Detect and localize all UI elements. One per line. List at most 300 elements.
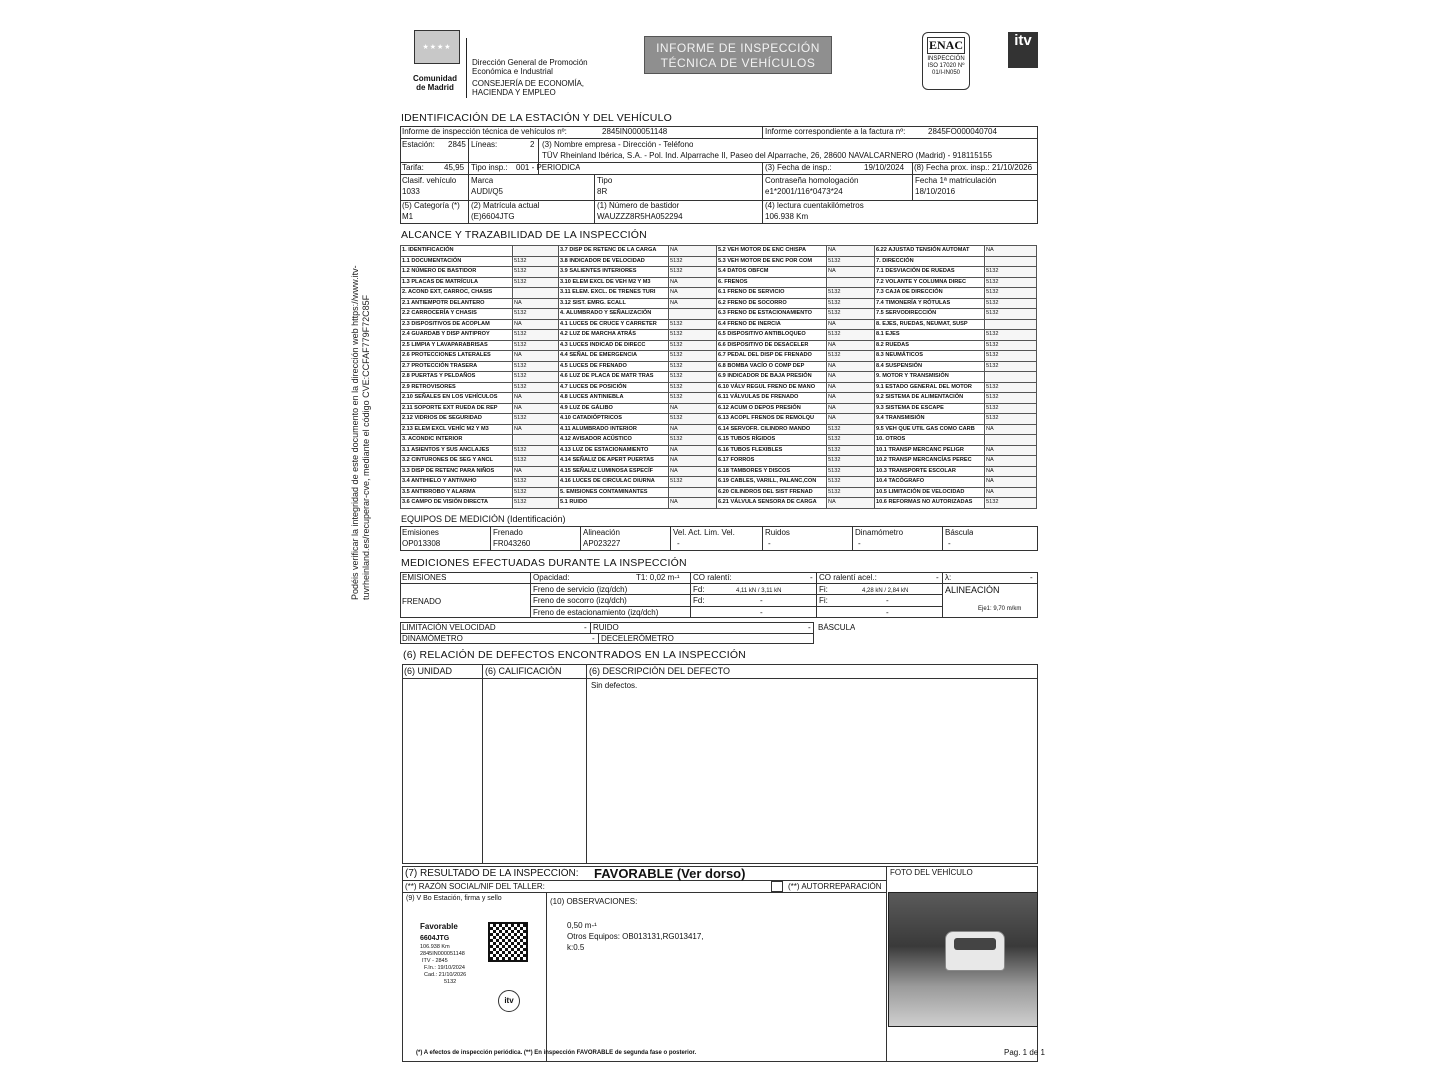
alcance-item: 8.2 RUEDAS xyxy=(875,340,985,351)
alcance-code: 5132 xyxy=(513,414,559,425)
alcance-item: 4.9 LUZ DE GÁLIBO xyxy=(559,403,669,414)
categoria-label: (5) Categoría (*) xyxy=(402,201,460,210)
bastidor-value: WAUZZZ8R5HA052294 xyxy=(597,212,683,221)
observaciones-label: (10) OBSERVACIONES: xyxy=(550,897,638,906)
alcance-row xyxy=(401,372,1037,383)
alcance-code: 5132 xyxy=(669,330,717,341)
alcance-code: 5132 xyxy=(827,256,875,267)
alcance-item: 6.7 PEDAL DEL DISP DE FRENADO xyxy=(717,351,827,362)
alcance-code: NA xyxy=(669,246,717,257)
alcance-code: 5132 xyxy=(513,256,559,267)
ruidos-equipo-label: Ruidos xyxy=(765,528,790,537)
alineacion-med-label: ALINEACIÓN xyxy=(945,585,1000,595)
alcance-item: 6.21 VÁLVULA SENSORA DE CARGA xyxy=(717,498,827,509)
alcance-row xyxy=(401,330,1037,341)
station-stamp: Favorable 6604JTG 106.938 Km 2845IN000051148 ITV - 2845 F.In.: 19/10/2024 Cad.: 21/10/2026 5132 xyxy=(420,922,467,985)
alcance-code: 5132 xyxy=(513,361,559,372)
alcance-item: 6.10 VÁLV REGUL FRENO DE MANO xyxy=(717,382,827,393)
alcance-code: NA xyxy=(513,319,559,330)
empresa-value: TÜV Rheinland Ibérica, S.A. - Pol. Ind. Alparrache II, Paseo del Alparrache, 26, 28600 NAVALCARNERO (Madrid) - 918115155 xyxy=(542,151,993,160)
alcance-row xyxy=(401,267,1037,278)
alcance-code: 5132 xyxy=(513,445,559,456)
alcance-code: 5132 xyxy=(669,372,717,383)
alcance-row xyxy=(401,298,1037,309)
defectos-title: (6) RELACIÓN DE DEFECTOS ENCONTRADOS EN LA INSPECCIÓN xyxy=(403,649,746,661)
alcance-item: 7.1 DESVIACIÓN DE RUEDAS xyxy=(875,267,985,278)
co-ralenti-acel-value: - xyxy=(936,573,939,582)
alcance-row xyxy=(401,351,1037,362)
alineacion-equipo-value: AP023227 xyxy=(583,539,621,548)
frenado-equipo-value: FR043260 xyxy=(493,539,531,548)
alcance-code: 5132 xyxy=(669,361,717,372)
empresa-label: (3) Nombre empresa - Dirección - Teléfono xyxy=(542,140,694,149)
alcance-code: NA xyxy=(827,246,875,257)
qr-code-icon xyxy=(488,922,528,962)
lambda-label: λ: xyxy=(945,573,952,582)
alcance-code: 5132 xyxy=(669,267,717,278)
alcance-item: 6.20 CILINDROS DEL SIST FRENAD xyxy=(717,487,827,498)
ruidos-equipo-value: - xyxy=(768,539,771,548)
dinamometro-equipo-value: - xyxy=(858,539,861,548)
opacidad-value: T1: 0,02 m-¹ xyxy=(636,573,680,582)
alcance-item: 3.12 SIST. EMRG. ECALL xyxy=(559,298,669,309)
fi-value-1: 4,28 kN / 2,84 kN xyxy=(862,588,909,594)
alcance-item: 4. ALUMBRADO Y SEÑALIZACIÓN xyxy=(559,309,669,320)
alcance-code: NA xyxy=(827,414,875,425)
alcance-code: NA xyxy=(513,393,559,404)
bascula-med-label: BÁSCULA xyxy=(818,623,856,632)
alcance-code: 5132 xyxy=(985,298,1037,309)
enac-seal: ENAC INSPECCIÓN ISO 17020 Nº 01/I-IN050 xyxy=(922,32,970,90)
alcance-code: 5132 xyxy=(827,435,875,446)
alcance-item: 6.17 FORROS xyxy=(717,456,827,467)
alcance-code: 5132 xyxy=(513,477,559,488)
razon-social-label: (**) RAZÓN SOCIAL/NIF DEL TALLER: xyxy=(405,882,545,891)
alcance-code: 5132 xyxy=(513,456,559,467)
alcance-code: NA xyxy=(669,277,717,288)
alcance-code: 5132 xyxy=(827,456,875,467)
limitacion-label: LIMITACIÓN VELOCIDAD xyxy=(402,623,496,632)
alcance-code xyxy=(985,372,1037,383)
alcance-code: 5132 xyxy=(985,340,1037,351)
alcance-code: 5132 xyxy=(827,330,875,341)
alcance-code xyxy=(985,435,1037,446)
alcance-code: 5132 xyxy=(513,487,559,498)
observacion-2: Otros Equipos: OB013131,RG013417, xyxy=(567,932,704,941)
bastidor-label: (1) Número de bastidor xyxy=(597,201,680,210)
alcance-item: 10.3 TRANSPORTE ESCOLAR xyxy=(875,466,985,477)
observacion-3: k:0.5 xyxy=(567,943,585,952)
alcance-item: 4.6 LUZ DE PLACA DE MATR TRAS xyxy=(559,372,669,383)
sin-defectos: Sin defectos. xyxy=(591,681,638,690)
alcance-item: 10.2 TRANSP MERCANCÍAS PEREC xyxy=(875,456,985,467)
alcance-item: 3.8 INDICADOR DE VELOCIDAD xyxy=(559,256,669,267)
alcance-item: 3.6 CAMPO DE VISIÓN DIRECTA xyxy=(401,498,513,509)
alcance-code: 5132 xyxy=(985,330,1037,341)
alcance-code: NA xyxy=(827,361,875,372)
alcance-item: 6.12 ACUM O DEPOS PRESIÓN xyxy=(717,403,827,414)
alcance-item: 6.16 TUBOS FLEXIBLES xyxy=(717,445,827,456)
alcance-row xyxy=(401,487,1037,498)
alcance-code xyxy=(513,435,559,446)
alcance-item: 3.5 ANTIRROBO Y ALARMA xyxy=(401,487,513,498)
alcance-item: 6.11 VÁLVULAS DE FRENADO xyxy=(717,393,827,404)
fd-value-3: - xyxy=(760,608,763,617)
alcance-code: NA xyxy=(669,498,717,509)
alcance-item: 10.4 TACÓGRAFO xyxy=(875,477,985,488)
co-ralenti-label: CO ralentí: xyxy=(693,573,732,582)
alcance-code: 5132 xyxy=(669,256,717,267)
alcance-grid xyxy=(400,245,1037,509)
alcance-item: 9.3 SISTEMA DE ESCAPE xyxy=(875,403,985,414)
categoria-value: M1 xyxy=(402,212,414,221)
alcance-item: 10.5 LIMITACIÓN DE VELOCIDAD xyxy=(875,487,985,498)
alcance-item: 7. DIRECCIÓN xyxy=(875,256,985,267)
alcance-code: 5132 xyxy=(827,298,875,309)
lambda-value: - xyxy=(1030,573,1033,582)
alcance-item: 2.7 PROTECCIÓN TRASERA xyxy=(401,361,513,372)
velocidad-equipo-label: Vel. Act. Lim. Vel. xyxy=(673,528,735,537)
clasif-label: Clasif. vehículo xyxy=(402,176,457,185)
alcance-code: NA xyxy=(669,445,717,456)
dinamometro-med-label: DINAMÓMETRO xyxy=(402,634,463,643)
lineas-label: Líneas: xyxy=(471,140,498,149)
itv-logo: itv xyxy=(1008,32,1038,68)
alcance-code: 5132 xyxy=(513,277,559,288)
alcance-code: NA xyxy=(985,487,1037,498)
alcance-item: 8. EJES, RUEDAS, NEUMAT, SUSP xyxy=(875,319,985,330)
alcance-row xyxy=(401,435,1037,446)
alcance-code: 5132 xyxy=(669,393,717,404)
alcance-item: 1.3 PLACAS DE MATRÍCULA xyxy=(401,277,513,288)
alcance-item: 8.4 SUSPENSIÓN xyxy=(875,361,985,372)
alcance-row xyxy=(401,403,1037,414)
marca-value: AUDI/Q5 xyxy=(471,187,504,196)
fi-label-2: Fi: xyxy=(819,596,828,605)
fi-label-1: Fi: xyxy=(819,585,828,594)
alcance-code: 5132 xyxy=(827,487,875,498)
clasif-value: 1033 xyxy=(402,187,420,196)
alcance-code: NA xyxy=(827,372,875,383)
alcance-item: 6.15 TUBOS RÍGIDOS xyxy=(717,435,827,446)
alcance-code: 5132 xyxy=(827,466,875,477)
alcance-item: 6.6 DISPOSITIVO DE DESACELER xyxy=(717,340,827,351)
alcance-item: 4.10 CATADIÓPTRICOS xyxy=(559,414,669,425)
alcance-item: 9.5 VEH QUE UTIL GAS COMO CARB xyxy=(875,424,985,435)
alcance-item: 4.14 SEÑALIZ DE APERT PUERTAS xyxy=(559,456,669,467)
alcance-code: 5132 xyxy=(985,361,1037,372)
alcance-item: 9.4 TRANSMISIÓN xyxy=(875,414,985,425)
alcance-item: 4.4 SEÑAL DE EMERGENCIA xyxy=(559,351,669,362)
informe-label: Informe de inspección técnica de vehículos nº: xyxy=(402,127,567,136)
alcance-code: NA xyxy=(513,403,559,414)
freno-socorro-label: Freno de socorro (izq/dch) xyxy=(533,596,627,605)
alcance-code: NA xyxy=(669,456,717,467)
resultado-value: FAVORABLE (Ver dorso) xyxy=(594,866,746,881)
alcance-item: 7.2 VOLANTE Y COLUMNA DIREC xyxy=(875,277,985,288)
alcance-item: 4.16 LUCES DE CIRCULAC DIURNA xyxy=(559,477,669,488)
alcance-item: 10.1 TRANSP MERCANC PELIGR xyxy=(875,445,985,456)
alcance-code xyxy=(513,246,559,257)
alcance-code: 5132 xyxy=(827,445,875,456)
alcance-item: 5.3 VEH MOTOR DE ENC POR COM xyxy=(717,256,827,267)
alcance-item: 6.4 FRENO DE INERCIA xyxy=(717,319,827,330)
alcance-code: 5132 xyxy=(669,382,717,393)
alcance-code xyxy=(669,309,717,320)
tarifa-label: Tarifa: xyxy=(402,163,424,172)
alcance-row xyxy=(401,382,1037,393)
tipo-label: Tipo xyxy=(597,176,613,185)
alcance-code: 5132 xyxy=(513,330,559,341)
alcance-code: NA xyxy=(513,466,559,477)
alcance-item: 5. EMISIONES CONTAMINANTES xyxy=(559,487,669,498)
alcance-item: 2.3 DISPOSITIVOS DE ACOPLAM xyxy=(401,319,513,330)
alcance-item: 2.1 ANTIEMPOTR DELANTERO xyxy=(401,298,513,309)
alcance-code: NA xyxy=(827,403,875,414)
opacidad-label: Opacidad: xyxy=(533,573,570,582)
alcance-item: 6. FRENOS xyxy=(717,277,827,288)
contrasena-label: Contraseña homologación xyxy=(765,176,859,185)
fecha-prox-value: 21/10/2026 xyxy=(992,163,1033,172)
tipo-insp-value: 001 - PERIODICA xyxy=(516,163,581,172)
tipo-insp-label: Tipo insp.: xyxy=(471,163,508,172)
alcance-code: 5132 xyxy=(985,351,1037,362)
alcance-item: 6.19 CABLES, VARILL, PALANC,CON xyxy=(717,477,827,488)
alcance-item: 6.14 SERVOFR. CILINDRO MANDO xyxy=(717,424,827,435)
equipos-title: EQUIPOS DE MEDICIÓN (Identificación) xyxy=(401,514,566,524)
alcance-item: 6.1 FRENO DE SERVICIO xyxy=(717,288,827,299)
alcance-item: 6.2 FRENO DE SOCORRO xyxy=(717,298,827,309)
footer-note: (*) A efectos de inspección periódica. (**) En inspección FAVORABLE de segunda fase o posterior. xyxy=(416,1050,697,1056)
alcance-code: 5132 xyxy=(669,340,717,351)
alcance-item: 3.7 DISP DE RETENC DE LA CARGA xyxy=(559,246,669,257)
alcance-item: 2.6 PROTECCIONES LATERALES xyxy=(401,351,513,362)
alcance-code: NA xyxy=(827,319,875,330)
alcance-code: 5132 xyxy=(513,267,559,278)
alcance-item: 10. OTROS xyxy=(875,435,985,446)
alcance-code: 5132 xyxy=(985,288,1037,299)
fd-label-1: Fd: xyxy=(693,585,705,594)
autorreparacion-checkbox[interactable] xyxy=(771,881,783,892)
alcance-code: NA xyxy=(669,403,717,414)
alcance-item: 9. MOTOR Y TRANSMISIÓN xyxy=(875,372,985,383)
alcance-item: 6.9 INDICADOR DE BAJA PRESIÓN xyxy=(717,372,827,383)
alcance-code: NA xyxy=(985,246,1037,257)
alcance-item: 4.5 LUCES DE FRENADO xyxy=(559,361,669,372)
unidad-header: (6) UNIDAD xyxy=(404,666,453,676)
alcance-section-title: ALCANCE Y TRAZABILIDAD DE LA INSPECCIÓN xyxy=(401,229,647,241)
km-value: 106.938 Km xyxy=(765,212,809,221)
inspection-report xyxy=(398,30,1045,1074)
alcance-code: NA xyxy=(827,267,875,278)
alcance-item: 6.3 FRENO DE ESTACIONAMIENTO xyxy=(717,309,827,320)
alcance-code: NA xyxy=(827,393,875,404)
alcance-item: 10.6 REFORMAS NO AUTORIZADAS xyxy=(875,498,985,509)
alcance-row xyxy=(401,309,1037,320)
co-ralenti-acel-label: CO ralentí acel.: xyxy=(819,573,877,582)
alcance-code: 5132 xyxy=(513,382,559,393)
alcance-item: 2. ACOND EXT, CARROC, CHASIS xyxy=(401,288,513,299)
alcance-code: NA xyxy=(669,466,717,477)
alcance-code: 5132 xyxy=(827,309,875,320)
co-ralenti-value: - xyxy=(810,573,813,582)
fecha-insp-value: 19/10/2024 xyxy=(864,163,905,172)
alcance-code: 5132 xyxy=(985,309,1037,320)
alcance-item: 5.4 DATOS OBFCM xyxy=(717,267,827,278)
alcance-item: 1. IDENTIFICACIÓN xyxy=(401,246,513,257)
alcance-code: 5132 xyxy=(669,319,717,330)
informe-value: 2845IN000051148 xyxy=(602,127,668,136)
factura-label: Informe correspondiente a la factura nº: xyxy=(765,127,906,136)
frenado-equipo-label: Frenado xyxy=(493,528,523,537)
ident-section-title: IDENTIFICACIÓN DE LA ESTACIÓN Y DEL VEHÍCULO xyxy=(401,112,672,124)
alcance-row xyxy=(401,445,1037,456)
alcance-item: 2.4 GUARDAB Y DISP ANTIPROY xyxy=(401,330,513,341)
emisiones-equipo-value: OP013308 xyxy=(402,539,441,548)
alcance-code xyxy=(827,277,875,288)
alcance-item: 2.13 ELEM EXCL VEHÍC M2 Y M3 xyxy=(401,424,513,435)
limitacion-value: - xyxy=(584,623,587,632)
alcance-row xyxy=(401,340,1037,351)
alcance-item: 4.15 SEÑALIZ LUMINOSA ESPECÍF xyxy=(559,466,669,477)
alcance-code: NA xyxy=(669,424,717,435)
alcance-item: 3.3 DISP DE RETENC PARA NIÑOS xyxy=(401,466,513,477)
alcance-item: 8.1 EJES xyxy=(875,330,985,341)
frenado-med-label: FRENADO xyxy=(402,597,442,606)
alcance-code: 5132 xyxy=(669,477,717,488)
alcance-item: 2.10 SEÑALES EN LOS VEHÍCULOS xyxy=(401,393,513,404)
fd-value-2: - xyxy=(760,596,763,605)
defectos-box xyxy=(402,664,1038,864)
alcance-code: NA xyxy=(513,351,559,362)
comunidad-madrid-logo: ★★★★ xyxy=(414,30,460,64)
alcance-code: NA xyxy=(985,445,1037,456)
alcance-item: 6.22 AJUSTAD TENSIÓN AUTOMAT xyxy=(875,246,985,257)
alcance-code: NA xyxy=(669,288,717,299)
alcance-code: 5132 xyxy=(669,414,717,425)
freno-estac-label: Freno de estacionamiento (izq/dch) xyxy=(533,608,659,617)
alcance-code: 5132 xyxy=(513,309,559,320)
alcance-code xyxy=(513,288,559,299)
alcance-code: NA xyxy=(827,382,875,393)
verification-side-text: Podéis verificar la integridad de este documento en la dirección web https://www.itv-tuvrheinland.es/recuperar-cve, mediante el código CVE:CCFAF779F72C85F xyxy=(350,265,371,600)
itv-stamp-logo: itv xyxy=(498,990,520,1012)
tipo-value: 8R xyxy=(597,187,608,196)
alcance-row xyxy=(401,477,1037,488)
alcance-code: NA xyxy=(985,466,1037,477)
alcance-code: 5132 xyxy=(513,372,559,383)
alcance-item: 4.3 LUCES INDICAD DE DIRECC xyxy=(559,340,669,351)
alcance-item: 2.2 CARROCERÍA Y CHASIS xyxy=(401,309,513,320)
fecha-matric-value: 18/10/2016 xyxy=(915,187,956,196)
alcance-item: 4.8 LUCES ANTINIEBLA xyxy=(559,393,669,404)
alcance-item: 5.2 VEH MOTOR DE ENC CHISPA xyxy=(717,246,827,257)
alcance-code: 5132 xyxy=(827,288,875,299)
alcance-code: NA xyxy=(827,340,875,351)
alcance-code: NA xyxy=(513,298,559,309)
alcance-code: 5132 xyxy=(985,403,1037,414)
alcance-code: NA xyxy=(669,298,717,309)
alcance-code: 5132 xyxy=(669,351,717,362)
fecha-insp-label: (3) Fecha de insp.: xyxy=(765,163,832,172)
velocidad-equipo-value: - xyxy=(677,539,680,548)
vbo-label: (9) V Bo Estación, firma y sello xyxy=(406,895,502,902)
bascula-equipo-label: Báscula xyxy=(945,528,974,537)
eje-value: Eje1: 9,70 m/km xyxy=(978,606,1022,612)
alcance-item: 6.13 ACOPL FRENOS DE REMOLQU xyxy=(717,414,827,425)
alcance-code: 5132 xyxy=(985,277,1037,288)
alcance-row xyxy=(401,288,1037,299)
alcance-item: 3. ACONDIC INTERIOR xyxy=(401,435,513,446)
alcance-row xyxy=(401,361,1037,372)
alcance-item: 3.10 ELEM EXCL DE VEH M2 Y M3 xyxy=(559,277,669,288)
fd-value-1: 4,11 kN / 3,11 kN xyxy=(736,588,782,594)
contrasena-value: e1*2001/116*0473*24 xyxy=(765,187,843,196)
alcance-row xyxy=(401,246,1037,257)
header-divider xyxy=(466,38,467,98)
alcance-item: 3.2 CINTURONES DE SEG Y ANCL xyxy=(401,456,513,467)
dinamometro-med-value: - xyxy=(592,634,595,643)
alcance-item: 4.7 LUCES DE POSICIÓN xyxy=(559,382,669,393)
alcance-item: 4.1 LUCES DE CRUCE Y CARRETER xyxy=(559,319,669,330)
alcance-code: NA xyxy=(827,498,875,509)
matricula-value: (E)6604JTG xyxy=(471,212,515,221)
alcance-code: 5132 xyxy=(985,393,1037,404)
alcance-item: 7.4 TIMONERÍA Y RÓTULAS xyxy=(875,298,985,309)
alcance-row xyxy=(401,498,1037,509)
alcance-row xyxy=(401,424,1037,435)
alcance-item: 6.5 DISPOSITIVO ANTIBLOQUEO xyxy=(717,330,827,341)
alcance-item: 2.12 VIDRIOS DE SEGURIDAD xyxy=(401,414,513,425)
alcance-row xyxy=(401,393,1037,404)
emisiones-equipo-label: Emisiones xyxy=(402,528,439,537)
alcance-item: 9.2 SISTEMA DE ALIMENTACIÓN xyxy=(875,393,985,404)
calificacion-header: (6) CALIFICACIÓN xyxy=(485,666,562,676)
estacion-value: 2845 xyxy=(448,140,466,149)
alcance-row xyxy=(401,277,1037,288)
mediciones-title: MEDICIONES EFECTUADAS DURANTE LA INSPECCIÓN xyxy=(401,557,687,569)
marca-label: Marca xyxy=(471,176,494,185)
alcance-item: 3.1 ASIENTOS Y SUS ANCLAJES xyxy=(401,445,513,456)
factura-value: 2845FO000040704 xyxy=(928,127,997,136)
matricula-label: (2) Matrícula actual xyxy=(471,201,540,210)
alcance-item: 8.3 NEUMÁTICOS xyxy=(875,351,985,362)
alcance-item: 7.3 CAJA DE DIRECCIÓN xyxy=(875,288,985,299)
observacion-1: 0,50 m-¹ xyxy=(567,921,597,930)
alcance-item: 7.5 SERVODIRECCIÓN xyxy=(875,309,985,320)
alcance-code: 5132 xyxy=(513,498,559,509)
alcance-row xyxy=(401,414,1037,425)
emisiones-med-label: EMISIONES xyxy=(402,573,447,582)
alcance-item: 2.5 LIMPIA Y LAVAPARABRISAS xyxy=(401,340,513,351)
freno-servicio-label: Freno de servicio (izq/dch) xyxy=(533,585,628,594)
alcance-code: 5132 xyxy=(985,498,1037,509)
foto-label: FOTO DEL VEHÍCULO xyxy=(890,868,973,877)
alcance-code: NA xyxy=(985,456,1037,467)
estacion-label: Estación: xyxy=(402,140,435,149)
fecha-prox-label: (8) Fecha prox. insp.: xyxy=(914,163,990,172)
alcance-code: 5132 xyxy=(985,267,1037,278)
dinamometro-equipo-label: Dinamómetro xyxy=(855,528,904,537)
alcance-item: 4.2 LUZ DE MARCHA ATRÁS xyxy=(559,330,669,341)
alcance-code xyxy=(985,256,1037,267)
lineas-value: 2 xyxy=(530,140,535,149)
alcance-item: 3.11 ELEM. EXCL. DE TRENES TURI xyxy=(559,288,669,299)
km-label: (4) lectura cuentakilómetros xyxy=(765,201,864,210)
comunidad-madrid-label: Comunidad de Madrid xyxy=(413,74,457,92)
tarifa-value: 45,95 xyxy=(444,163,465,172)
alcance-item: 6.8 BOMBA VACÍO O COMP DEP xyxy=(717,361,827,372)
